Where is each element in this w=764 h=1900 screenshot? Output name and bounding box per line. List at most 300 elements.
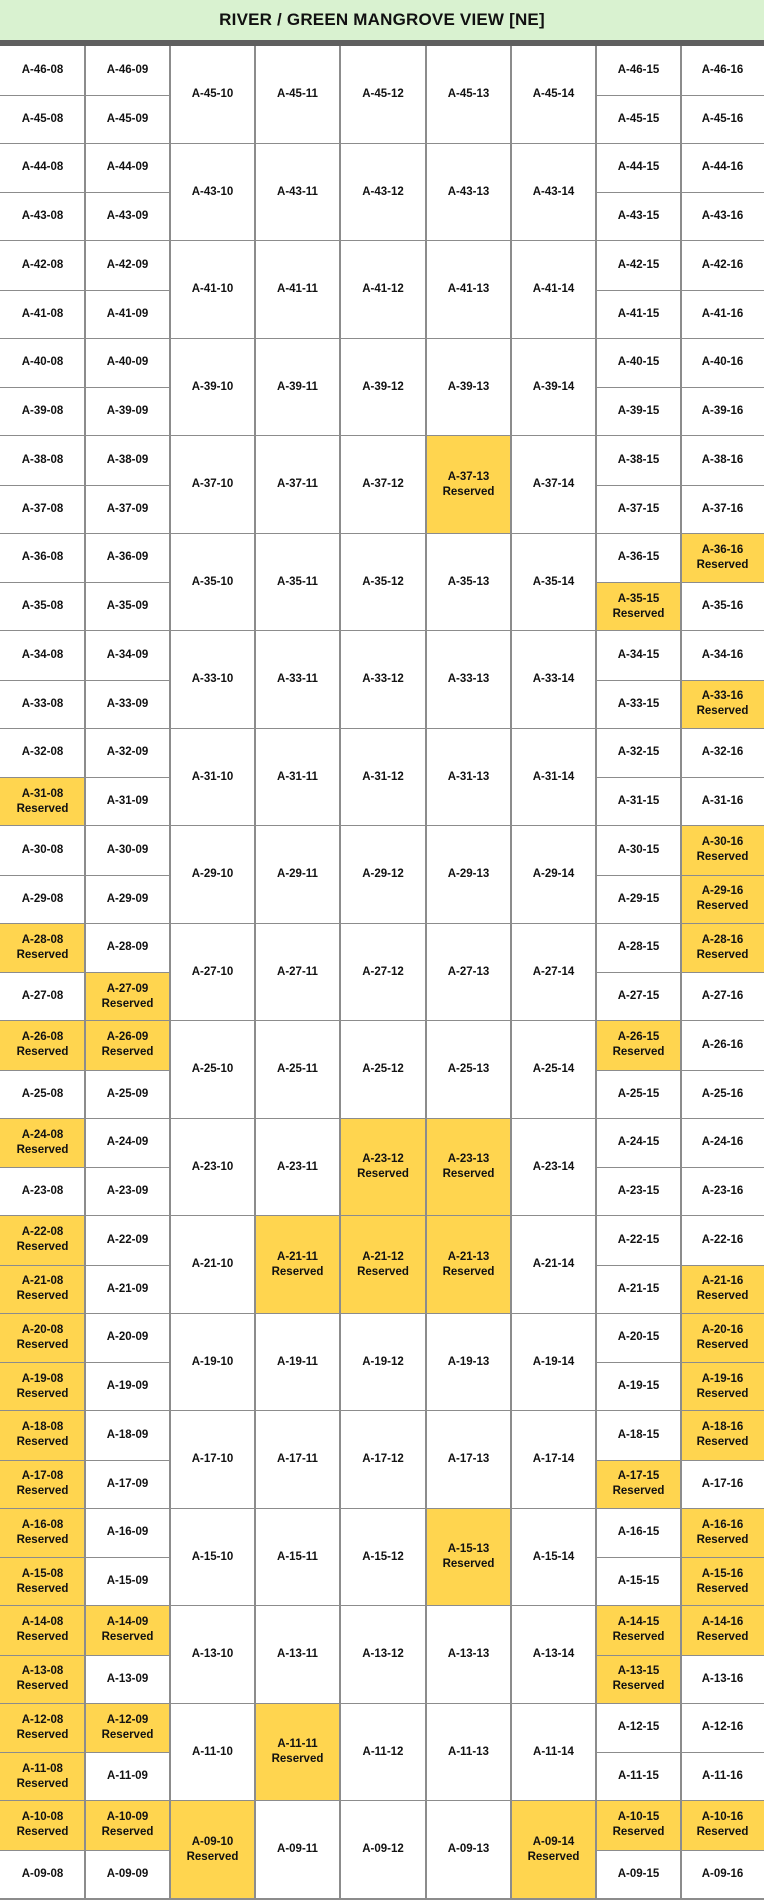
- unit-cell[interactable]: [596, 387, 681, 436]
- unit-cell[interactable]: [85, 1216, 170, 1265]
- unit-cell[interactable]: [511, 1216, 596, 1314]
- unit-cell[interactable]: [255, 1509, 340, 1607]
- unit-cell[interactable]: [0, 339, 85, 388]
- reserved-status: Reserved: [16, 1436, 69, 1449]
- unit-code: A-37-13: [447, 470, 490, 483]
- unit-cell[interactable]: [0, 1070, 85, 1119]
- unit-cell[interactable]: [340, 729, 426, 827]
- unit-cell[interactable]: [0, 1752, 85, 1801]
- unit-code: A-33-15: [617, 697, 660, 710]
- unit-cell[interactable]: [170, 1021, 255, 1119]
- reserved-status: Reserved: [16, 1387, 69, 1400]
- unit-code: A-15-15: [617, 1575, 660, 1587]
- unit-cell[interactable]: [681, 1704, 764, 1753]
- unit-cell[interactable]: [0, 95, 85, 144]
- unit-cell[interactable]: [681, 1265, 764, 1314]
- unit-cell[interactable]: [681, 387, 764, 436]
- unit-code: A-30-15: [617, 843, 660, 856]
- unit-cell[interactable]: [0, 972, 85, 1021]
- reserved-status: Reserved: [357, 1265, 409, 1278]
- unit-cell[interactable]: [0, 1801, 85, 1850]
- unit-cell[interactable]: [170, 631, 255, 729]
- unit-cell[interactable]: [511, 534, 596, 632]
- unit-cell[interactable]: [681, 1411, 764, 1460]
- unit-cell[interactable]: [681, 1167, 764, 1216]
- unit-cell[interactable]: [681, 1070, 764, 1119]
- unit-cell[interactable]: [426, 924, 511, 1022]
- unit-cell[interactable]: [85, 1460, 170, 1509]
- unit-cell[interactable]: [255, 631, 340, 729]
- unit-cell[interactable]: [255, 924, 340, 1022]
- unit-cell[interactable]: [170, 1314, 255, 1412]
- unit-cell[interactable]: [511, 1119, 596, 1217]
- unit-cell[interactable]: [255, 1704, 340, 1802]
- unit-cell[interactable]: [426, 1509, 511, 1607]
- unit-code: A-20-09: [106, 1331, 149, 1344]
- unit-cell[interactable]: [85, 1801, 170, 1850]
- unit-cell[interactable]: [85, 1850, 170, 1899]
- unit-cell[interactable]: [85, 1119, 170, 1168]
- unit-cell[interactable]: [0, 144, 85, 193]
- unit-cell[interactable]: [255, 1606, 340, 1704]
- unit-cell[interactable]: [0, 534, 85, 583]
- unit-cell[interactable]: [340, 1314, 426, 1412]
- unit-cell[interactable]: [340, 1509, 426, 1607]
- unit-code: A-23-12: [362, 1153, 404, 1166]
- unit-cell[interactable]: [85, 290, 170, 339]
- unit-cell[interactable]: [170, 1606, 255, 1704]
- unit-code: A-15-16: [701, 1567, 744, 1580]
- unit-cell[interactable]: [340, 1704, 426, 1802]
- unit-code: A-13-16: [701, 1672, 744, 1685]
- reserved-status: Reserved: [16, 802, 69, 815]
- unit-cell[interactable]: [170, 534, 255, 632]
- unit-cell[interactable]: [681, 436, 764, 485]
- unit-cell[interactable]: [85, 1752, 170, 1801]
- unit-cell[interactable]: [511, 826, 596, 924]
- unit-cell[interactable]: [681, 924, 764, 973]
- unit-cell[interactable]: [340, 241, 426, 339]
- unit-cell[interactable]: [511, 924, 596, 1022]
- unit-cell[interactable]: [255, 1216, 340, 1314]
- unit-cell[interactable]: [85, 826, 170, 875]
- unit-code: A-34-08: [21, 648, 64, 661]
- unit-cell[interactable]: [85, 729, 170, 778]
- unit-cell[interactable]: [426, 1704, 511, 1802]
- reserved-status: Reserved: [696, 558, 749, 571]
- unit-cell[interactable]: [0, 875, 85, 924]
- unit-cell[interactable]: [340, 1021, 426, 1119]
- unit-cell[interactable]: [511, 631, 596, 729]
- unit-cell[interactable]: [426, 1216, 511, 1314]
- unit-cell[interactable]: [85, 875, 170, 924]
- unit-code: A-15-09: [106, 1575, 149, 1587]
- unit-cell[interactable]: [596, 95, 681, 144]
- unit-cell[interactable]: [511, 1704, 596, 1802]
- unit-cell[interactable]: [0, 1704, 85, 1753]
- unit-cell[interactable]: [511, 1606, 596, 1704]
- unit-cell[interactable]: [681, 1606, 764, 1655]
- unit-cell[interactable]: [596, 144, 681, 193]
- unit-cell[interactable]: [681, 46, 764, 95]
- unit-cell[interactable]: [85, 777, 170, 826]
- unit-code: A-23-11: [277, 1160, 318, 1173]
- unit-cell[interactable]: [0, 1362, 85, 1411]
- unit-cell[interactable]: [255, 1021, 340, 1119]
- unit-cell[interactable]: [426, 826, 511, 924]
- unit-cell[interactable]: [681, 1314, 764, 1363]
- unit-cell[interactable]: [681, 241, 764, 290]
- unit-cell[interactable]: [681, 1216, 764, 1265]
- unit-code: A-36-09: [106, 551, 149, 564]
- unit-cell[interactable]: [85, 972, 170, 1021]
- unit-code: A-18-16: [701, 1421, 744, 1434]
- unit-cell[interactable]: [681, 485, 764, 534]
- unit-cell[interactable]: [85, 534, 170, 583]
- unit-cell[interactable]: [596, 1314, 681, 1363]
- unit-cell[interactable]: [596, 1119, 681, 1168]
- unit-cell[interactable]: [596, 1801, 681, 1850]
- unit-cell[interactable]: [596, 1460, 681, 1509]
- unit-code: A-12-15: [617, 1721, 660, 1734]
- unit-cell[interactable]: [0, 1460, 85, 1509]
- reserved-status: Reserved: [442, 1558, 495, 1571]
- unit-cell[interactable]: [0, 290, 85, 339]
- unit-code: A-39-15: [617, 405, 660, 417]
- unit-code: A-14-15: [617, 1616, 660, 1629]
- unit-cell[interactable]: [170, 436, 255, 534]
- unit-cell[interactable]: [255, 1801, 340, 1899]
- unit-cell[interactable]: [596, 729, 681, 778]
- reserved-status: Reserved: [16, 1777, 69, 1790]
- unit-cell[interactable]: [170, 1119, 255, 1217]
- unit-cell[interactable]: [340, 534, 426, 632]
- unit-code: A-13-15: [617, 1665, 660, 1677]
- unit-cell[interactable]: [255, 826, 340, 924]
- unit-cell[interactable]: [511, 1314, 596, 1412]
- unit-cell[interactable]: [85, 1265, 170, 1314]
- unit-cell[interactable]: [426, 46, 511, 144]
- unit-cell[interactable]: [0, 1119, 85, 1168]
- reserved-status: Reserved: [696, 851, 749, 864]
- unit-cell[interactable]: [85, 387, 170, 436]
- unit-code: A-09-12: [362, 1843, 404, 1856]
- unit-cell[interactable]: [340, 1411, 426, 1509]
- unit-cell[interactable]: [596, 875, 681, 924]
- unit-cell[interactable]: [426, 1119, 511, 1217]
- unit-cell[interactable]: [85, 631, 170, 680]
- unit-cell[interactable]: [596, 1265, 681, 1314]
- unit-cell[interactable]: [596, 680, 681, 729]
- unit-cell[interactable]: [0, 1509, 85, 1558]
- unit-cell[interactable]: [170, 144, 255, 242]
- unit-cell[interactable]: [681, 339, 764, 388]
- unit-code: A-38-15: [617, 453, 660, 466]
- unit-cell[interactable]: [85, 1655, 170, 1704]
- unit-code: A-24-15: [617, 1136, 660, 1149]
- unit-cell[interactable]: [85, 924, 170, 973]
- unit-cell[interactable]: [85, 192, 170, 241]
- unit-cell[interactable]: [426, 144, 511, 242]
- unit-code: A-10-15: [617, 1811, 660, 1824]
- reserved-status: Reserved: [696, 1387, 749, 1400]
- unit-cell[interactable]: [340, 1119, 426, 1217]
- unit-cell[interactable]: [0, 826, 85, 875]
- unit-cell[interactable]: [596, 1216, 681, 1265]
- unit-cell[interactable]: [85, 144, 170, 193]
- unit-cell[interactable]: [0, 777, 85, 826]
- unit-cell[interactable]: [681, 144, 764, 193]
- unit-cell[interactable]: [0, 1314, 85, 1363]
- unit-cell[interactable]: [0, 1655, 85, 1704]
- unit-cell[interactable]: [596, 534, 681, 583]
- unit-cell[interactable]: [255, 241, 340, 339]
- unit-cell[interactable]: [596, 241, 681, 290]
- unit-cell[interactable]: [681, 95, 764, 144]
- unit-cell[interactable]: [426, 1411, 511, 1509]
- unit-cell[interactable]: [0, 46, 85, 95]
- unit-cell[interactable]: [340, 1606, 426, 1704]
- unit-code: A-25-15: [617, 1087, 660, 1100]
- unit-code: A-35-14: [532, 575, 575, 588]
- unit-cell[interactable]: [681, 972, 764, 1021]
- unit-cell[interactable]: [0, 436, 85, 485]
- unit-cell[interactable]: [596, 192, 681, 241]
- unit-cell[interactable]: [0, 241, 85, 290]
- unit-cell[interactable]: [170, 1704, 255, 1802]
- unit-cell[interactable]: [596, 1704, 681, 1753]
- unit-cell[interactable]: [170, 46, 255, 144]
- unit-grid: [0, 46, 764, 1880]
- unit-cell[interactable]: [170, 339, 255, 437]
- unit-cell[interactable]: [681, 1655, 764, 1704]
- unit-cell[interactable]: [170, 1216, 255, 1314]
- unit-code: A-23-15: [617, 1185, 660, 1197]
- unit-cell[interactable]: [596, 582, 681, 631]
- unit-cell[interactable]: [85, 1021, 170, 1070]
- unit-cell[interactable]: [426, 1606, 511, 1704]
- unit-cell[interactable]: [255, 1119, 340, 1217]
- unit-cell[interactable]: [426, 1021, 511, 1119]
- unit-cell[interactable]: [511, 46, 596, 144]
- unit-cell[interactable]: [255, 1314, 340, 1412]
- unit-cell[interactable]: [0, 1216, 85, 1265]
- unit-cell[interactable]: [85, 1070, 170, 1119]
- unit-cell[interactable]: [85, 1167, 170, 1216]
- unit-cell[interactable]: [596, 1509, 681, 1558]
- unit-cell[interactable]: [596, 1411, 681, 1460]
- unit-cell[interactable]: [511, 436, 596, 534]
- reserved-status: Reserved: [696, 1582, 749, 1595]
- unit-code: A-25-12: [362, 1063, 404, 1076]
- unit-cell[interactable]: [170, 1801, 255, 1899]
- unit-cell[interactable]: [681, 1021, 764, 1070]
- unit-cell[interactable]: [0, 1411, 85, 1460]
- unit-cell[interactable]: [596, 339, 681, 388]
- unit-cell[interactable]: [596, 1070, 681, 1119]
- unit-cell[interactable]: [0, 631, 85, 680]
- unit-cell[interactable]: [426, 729, 511, 827]
- unit-cell[interactable]: [85, 680, 170, 729]
- unit-cell[interactable]: [681, 1850, 764, 1899]
- unit-cell[interactable]: [511, 144, 596, 242]
- unit-cell[interactable]: [85, 1509, 170, 1558]
- unit-cell[interactable]: [170, 1411, 255, 1509]
- unit-cell[interactable]: [0, 729, 85, 778]
- unit-code: A-35-13: [447, 575, 490, 588]
- unit-cell[interactable]: [596, 1362, 681, 1411]
- unit-cell[interactable]: [0, 1021, 85, 1070]
- unit-cell[interactable]: [85, 1314, 170, 1363]
- unit-cell[interactable]: [511, 241, 596, 339]
- unit-cell[interactable]: [681, 729, 764, 778]
- unit-cell[interactable]: [255, 1411, 340, 1509]
- unit-cell[interactable]: [596, 924, 681, 973]
- unit-cell[interactable]: [0, 387, 85, 436]
- unit-cell[interactable]: [596, 1167, 681, 1216]
- unit-cell[interactable]: [596, 1021, 681, 1070]
- unit-cell[interactable]: [681, 1119, 764, 1168]
- unit-cell[interactable]: [170, 241, 255, 339]
- unit-code: A-33-10: [191, 673, 234, 686]
- unit-cell[interactable]: [681, 875, 764, 924]
- unit-cell[interactable]: [596, 1850, 681, 1899]
- unit-cell[interactable]: [340, 46, 426, 144]
- unit-cell[interactable]: [85, 46, 170, 95]
- unit-cell[interactable]: [681, 777, 764, 826]
- unit-cell[interactable]: [596, 485, 681, 534]
- unit-cell[interactable]: [85, 339, 170, 388]
- column-divider: [339, 46, 341, 1899]
- unit-cell[interactable]: [340, 436, 426, 534]
- unit-cell[interactable]: [511, 1509, 596, 1607]
- unit-cell[interactable]: [426, 631, 511, 729]
- unit-cell[interactable]: [426, 1314, 511, 1412]
- unit-cell[interactable]: [170, 1509, 255, 1607]
- unit-cell[interactable]: [426, 241, 511, 339]
- reserved-status: Reserved: [696, 900, 749, 912]
- unit-code: A-41-15: [617, 307, 660, 320]
- unit-code: A-40-09: [106, 356, 149, 369]
- unit-cell[interactable]: [255, 534, 340, 632]
- unit-cell[interactable]: [596, 436, 681, 485]
- unit-code: A-30-08: [21, 843, 64, 856]
- unit-cell[interactable]: [596, 46, 681, 95]
- unit-cell[interactable]: [85, 485, 170, 534]
- unit-cell[interactable]: [170, 924, 255, 1022]
- unit-cell[interactable]: [0, 582, 85, 631]
- unit-cell[interactable]: [0, 1265, 85, 1314]
- unit-cell[interactable]: [85, 1557, 170, 1606]
- unit-cell[interactable]: [0, 192, 85, 241]
- unit-cell[interactable]: [85, 436, 170, 485]
- unit-cell[interactable]: [255, 339, 340, 437]
- unit-cell[interactable]: [511, 1411, 596, 1509]
- unit-cell[interactable]: [596, 972, 681, 1021]
- unit-cell[interactable]: [340, 144, 426, 242]
- unit-cell[interactable]: [596, 631, 681, 680]
- unit-cell[interactable]: [426, 534, 511, 632]
- unit-cell[interactable]: [85, 1411, 170, 1460]
- unit-cell[interactable]: [511, 1801, 596, 1899]
- unit-cell[interactable]: [596, 777, 681, 826]
- column-divider: [680, 46, 682, 1899]
- unit-cell[interactable]: [596, 1655, 681, 1704]
- unit-cell[interactable]: [255, 144, 340, 242]
- unit-cell[interactable]: [596, 1606, 681, 1655]
- unit-cell[interactable]: [426, 1801, 511, 1899]
- unit-code: A-43-13: [447, 185, 490, 198]
- unit-cell[interactable]: [511, 1021, 596, 1119]
- unit-code: A-31-08: [21, 787, 64, 800]
- unit-cell[interactable]: [681, 826, 764, 875]
- unit-cell[interactable]: [0, 1167, 85, 1216]
- unit-cell[interactable]: [255, 729, 340, 827]
- unit-cell[interactable]: [340, 924, 426, 1022]
- unit-cell[interactable]: [426, 436, 511, 534]
- unit-cell[interactable]: [0, 1850, 85, 1899]
- unit-cell[interactable]: [681, 1752, 764, 1801]
- unit-cell[interactable]: [170, 826, 255, 924]
- unit-cell[interactable]: [681, 631, 764, 680]
- unit-cell[interactable]: [681, 582, 764, 631]
- unit-cell[interactable]: [681, 680, 764, 729]
- unit-cell[interactable]: [681, 1801, 764, 1850]
- unit-cell[interactable]: [426, 339, 511, 437]
- unit-code: A-43-10: [191, 185, 234, 198]
- unit-code: A-30-16: [701, 836, 744, 849]
- reserved-status: Reserved: [696, 1826, 749, 1839]
- unit-cell[interactable]: [340, 826, 426, 924]
- unit-cell[interactable]: [340, 339, 426, 437]
- unit-cell[interactable]: [511, 729, 596, 827]
- reserved-status: Reserved: [612, 607, 665, 620]
- unit-cell[interactable]: [0, 485, 85, 534]
- unit-cell[interactable]: [0, 924, 85, 973]
- unit-cell[interactable]: [340, 631, 426, 729]
- unit-cell[interactable]: [596, 1557, 681, 1606]
- unit-cell[interactable]: [681, 1460, 764, 1509]
- unit-cell[interactable]: [85, 95, 170, 144]
- unit-cell[interactable]: [85, 1606, 170, 1655]
- unit-code: A-11-11: [277, 1738, 318, 1751]
- unit-cell[interactable]: [85, 1704, 170, 1753]
- unit-cell[interactable]: [681, 534, 764, 583]
- unit-cell[interactable]: [0, 1606, 85, 1655]
- unit-code: A-21-13: [447, 1250, 490, 1263]
- unit-cell[interactable]: [681, 1362, 764, 1411]
- unit-cell[interactable]: [681, 290, 764, 339]
- unit-cell[interactable]: [681, 1557, 764, 1606]
- unit-cell[interactable]: [340, 1801, 426, 1899]
- unit-cell[interactable]: [0, 680, 85, 729]
- unit-cell[interactable]: [85, 1362, 170, 1411]
- unit-cell[interactable]: [681, 192, 764, 241]
- unit-cell[interactable]: [170, 729, 255, 827]
- unit-code: A-39-11: [277, 380, 318, 393]
- unit-cell[interactable]: [255, 436, 340, 534]
- unit-cell[interactable]: [255, 46, 340, 144]
- unit-cell[interactable]: [85, 241, 170, 290]
- unit-cell[interactable]: [85, 582, 170, 631]
- unit-cell[interactable]: [596, 826, 681, 875]
- unit-cell[interactable]: [596, 290, 681, 339]
- unit-cell[interactable]: [340, 1216, 426, 1314]
- unit-cell[interactable]: [681, 1509, 764, 1558]
- unit-cell[interactable]: [511, 339, 596, 437]
- unit-cell[interactable]: [0, 1557, 85, 1606]
- unit-cell[interactable]: [596, 1752, 681, 1801]
